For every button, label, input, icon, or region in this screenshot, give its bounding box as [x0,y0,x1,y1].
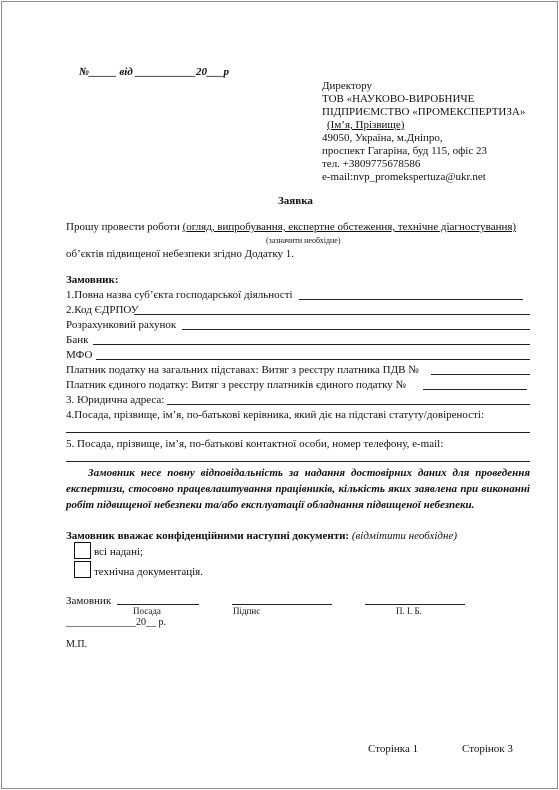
signature-name-caption: П. І. Б. [396,606,422,616]
field-contact-input[interactable] [66,461,530,462]
responsibility-note: Замовник несе повну відповідальність за надання достовірних даних для проведення експертизи, стосовно працевлаштування працівників, кількість яких заявлена при виконанні робіт підвищеної небезпеки та/або експлуатації обладнання підвищеної небезпеки. [66,467,530,511]
signature-name-input[interactable] [365,604,465,605]
page-count: Сторінок 3 [462,743,513,755]
field-full-name-label: 1.Повна назва суб’єкта господарської діяльності [66,289,293,301]
document-title: Заявка [278,195,313,207]
addressee-line: ТОВ «НАУКОВО-ВИРОБНИЧЕ [322,93,475,105]
addressee-line: проспект Гагаріна, буд 115, офіс 23 [322,145,487,157]
addressee-email: e-mail:nvp_promekspertuza@ukr.net [322,171,486,183]
signature-customer-label: Замовник [66,595,112,607]
request-hint: (зазначити необхідне) [266,236,341,245]
addressee-line: ПІДПРИЄМСТВО «ПРОМЕКСПЕРТИЗА» [322,106,526,118]
field-single-tax-input[interactable] [423,389,527,390]
signature-sign-caption: Підпис [233,606,261,616]
request-objects: об’єктів підвищеної небезпеки згідно Додатку 1. [66,248,295,260]
field-mfo-label: МФО [66,349,93,361]
signature-position-input[interactable] [117,604,199,605]
document-number-date: №_____ від ___________20___р [79,66,229,78]
request-lead: Прошу провести роботи [66,221,180,233]
field-account-input[interactable] [182,329,530,330]
field-vat-label: Платник податку на загальних підставах: Витяг з реєстру платника ПДВ № [66,364,419,376]
addressee-phone: тел. +3809775678586 [322,158,421,170]
field-edrpou-input[interactable] [134,314,530,315]
field-single-tax-label: Платник єдиного податку: Витяг з реєстру платників єдиного податку № [66,379,407,391]
addressee-line: 49050, Україна, м.Дніпро, [322,132,443,144]
field-director-label: 4.Посада, прізвище, ім’я, по-батькові керівника, який діє на підставі статуту/довіреності: [66,409,485,421]
addressee-line: Директору [322,80,372,92]
option-technical-docs: технічна документація. [94,566,203,578]
checkbox-all-provided[interactable] [74,542,91,559]
signature-date: ______________20__ р. [66,617,166,628]
field-bank-input[interactable] [93,344,530,345]
signature-sign-input[interactable] [232,604,332,605]
confidential-line [66,530,457,542]
addressee-name-label: (Ім’я, Прізвище) [327,119,405,131]
confidential-hint: (відмітити необхідне) [351,530,457,542]
request-works: (огляд, випробування, експертне обстеження, технічне діагностування) [182,221,517,233]
page-number: Сторінка 1 [368,743,419,755]
request-line [66,221,516,233]
addressee-name-placeholder [322,119,432,131]
field-account-label: Розрахунковий рахунок [66,319,177,331]
confidential-heading: Замовник вважає конфіденційними наступні документи: [66,530,350,542]
stamp-place: М.П. [66,639,88,650]
field-contact-label: 5. Посада, прізвище, ім’я, по-батькові контактної особи, номер телефону, e-mail: [66,438,444,450]
checkbox-technical-docs[interactable] [74,561,91,578]
option-all-provided: всі надані; [94,546,144,558]
field-mfo-input[interactable] [96,359,530,360]
field-director-input[interactable] [66,432,530,433]
field-legal-address-label: 3. Юридична адреса: [66,394,165,406]
field-full-name-input[interactable] [299,299,523,300]
signature-position-caption: Посада [133,606,161,616]
field-vat-input[interactable] [431,374,530,375]
customer-heading: Замовник: [66,274,119,286]
field-edrpou-label: 2.Код ЄДРПОУ [66,304,139,316]
field-bank-label: Банк [66,334,89,346]
field-legal-address-input[interactable] [167,404,530,405]
